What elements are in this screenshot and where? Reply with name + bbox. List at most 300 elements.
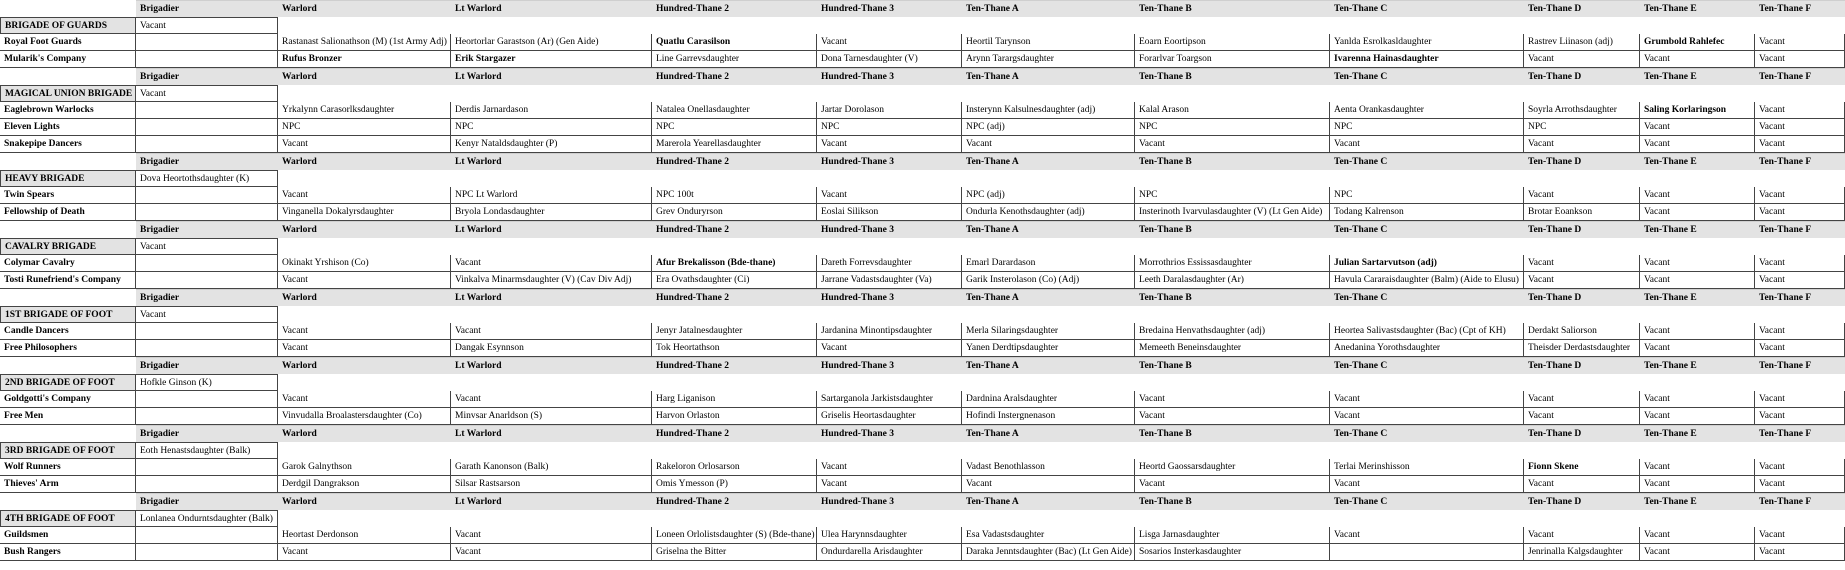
roster-cell[interactable]: Insterinoth Ivarvulasdaughter (V) (Lt Gen Aide)	[1135, 204, 1330, 221]
column-header-cell[interactable]: Ten-Thane A	[962, 68, 1135, 85]
roster-cell[interactable]: Vacant	[1640, 187, 1755, 204]
roster-cell[interactable]: Leeth Daralasdaughter (Ar)	[1135, 272, 1330, 289]
roster-cell[interactable]: Vacant	[1755, 476, 1845, 493]
column-header-cell[interactable]: Ten-Thane A	[962, 425, 1135, 442]
column-header-cell[interactable]: Warlord	[278, 357, 451, 374]
roster-cell[interactable]: Kenyr Nataldsdaughter (P)	[451, 136, 652, 153]
roster-cell[interactable]: Vacant	[1524, 391, 1640, 408]
brigadier-cell[interactable]: Vacant	[136, 85, 278, 102]
column-header-cell[interactable]: Warlord	[278, 289, 451, 306]
roster-cell[interactable]: Vacant	[1524, 527, 1640, 544]
roster-cell[interactable]: Vacant	[278, 340, 451, 357]
roster-cell[interactable]	[136, 323, 278, 340]
roster-cell[interactable]: Rufus Bronzer	[278, 51, 451, 68]
roster-cell[interactable]: Vacant	[1135, 136, 1330, 153]
roster-cell[interactable]: Soyrla Arrothsdaughter	[1524, 102, 1640, 119]
roster-cell[interactable]: Vacant	[278, 391, 451, 408]
brigade-name-cell[interactable]: MAGICAL UNION BRIGADE	[0, 85, 136, 102]
column-header-cell[interactable]: Ten-Thane E	[1640, 289, 1755, 306]
roster-cell[interactable]: NPC	[817, 119, 962, 136]
roster-cell[interactable]: NPC (adj)	[962, 187, 1135, 204]
roster-cell[interactable]: NPC Lt Warlord	[451, 187, 652, 204]
roster-cell[interactable]: Lisga Jarnasdaughter	[1135, 527, 1330, 544]
roster-cell[interactable]: Eoarn Eoortipson	[1135, 34, 1330, 51]
roster-cell[interactable]: Vacant	[1524, 408, 1640, 425]
roster-cell[interactable]	[136, 187, 278, 204]
column-header-cell[interactable]: Ten-Thane C	[1330, 221, 1524, 238]
column-header-cell[interactable]: Ten-Thane B	[1135, 357, 1330, 374]
roster-cell[interactable]: Vacant	[817, 476, 962, 493]
brigade-name-cell[interactable]: 4TH BRIGADE OF FOOT	[0, 510, 136, 527]
column-header-cell[interactable]: Ten-Thane D	[1524, 68, 1640, 85]
column-header-cell[interactable]: Ten-Thane E	[1640, 153, 1755, 170]
column-header-cell[interactable]: Brigadier	[136, 357, 278, 374]
roster-cell[interactable]: Vacant	[962, 136, 1135, 153]
roster-cell[interactable]: Jenrinalla Kalgsdaughter	[1524, 544, 1640, 561]
brigade-name-cell[interactable]: BRIGADE OF GUARDS	[0, 17, 136, 34]
roster-cell[interactable]: Heortd Gaossarsdaughter	[1135, 459, 1330, 476]
roster-cell[interactable]: Harvon Orlaston	[652, 408, 817, 425]
column-header-cell[interactable]: Ten-Thane B	[1135, 0, 1330, 17]
roster-cell[interactable]	[136, 34, 278, 51]
roster-cell[interactable]: Vacant	[1640, 119, 1755, 136]
column-header-cell[interactable]: Hundred-Thane 3	[817, 289, 962, 306]
roster-cell[interactable]: Heortorlar Garastson (Ar) (Gen Aide)	[451, 34, 652, 51]
roster-cell[interactable]: NPC	[652, 119, 817, 136]
column-header-cell[interactable]: Ten-Thane F	[1755, 0, 1845, 17]
roster-cell[interactable]: Tok Heortathson	[652, 340, 817, 357]
roster-cell[interactable]	[136, 136, 278, 153]
roster-cell[interactable]: Vacant	[1135, 476, 1330, 493]
roster-cell[interactable]: Heortast Derdonson	[278, 527, 451, 544]
roster-cell[interactable]: Brotar Eoankson	[1524, 204, 1640, 221]
column-header-cell[interactable]: Lt Warlord	[451, 0, 652, 17]
roster-cell[interactable]: Sosarios Insterkasdaughter	[1135, 544, 1330, 561]
roster-cell[interactable]: Dona Tarnesdaughter (V)	[817, 51, 962, 68]
column-header-cell[interactable]: Ten-Thane D	[1524, 289, 1640, 306]
roster-cell[interactable]: Vacant	[1640, 391, 1755, 408]
roster-cell[interactable]: Vacant	[1640, 476, 1755, 493]
roster-cell[interactable]: Vacant	[278, 544, 451, 561]
roster-cell[interactable]: Grev Onduryrson	[652, 204, 817, 221]
roster-cell[interactable]: Vacant	[1755, 119, 1845, 136]
roster-cell[interactable]: Terlai Merinshisson	[1330, 459, 1524, 476]
roster-cell[interactable]: Morrothrios Essissasdaughter	[1135, 255, 1330, 272]
roster-cell[interactable]: Vacant	[451, 323, 652, 340]
company-name-cell[interactable]: Candle Dancers	[0, 323, 136, 340]
roster-cell[interactable]	[136, 102, 278, 119]
brigadier-cell[interactable]: Eoth Henastsdaughter (Balk)	[136, 442, 278, 459]
roster-cell[interactable]: Vacant	[1755, 34, 1845, 51]
roster-cell[interactable]: Vacant	[1640, 204, 1755, 221]
column-header-cell[interactable]: Hundred-Thane 3	[817, 357, 962, 374]
roster-cell[interactable]: NPC	[278, 119, 451, 136]
roster-cell[interactable]: Forarlvar Toargson	[1135, 51, 1330, 68]
column-header-cell[interactable]: Hundred-Thane 2	[652, 493, 817, 510]
roster-cell[interactable]: Fionn Skene	[1524, 459, 1640, 476]
column-header-cell[interactable]: Ten-Thane D	[1524, 221, 1640, 238]
column-header-cell[interactable]: Brigadier	[136, 221, 278, 238]
roster-cell[interactable]: Vacant	[1524, 136, 1640, 153]
column-header-cell[interactable]: Ten-Thane F	[1755, 289, 1845, 306]
roster-cell[interactable]: Natalea Onellasdaughter	[652, 102, 817, 119]
roster-cell[interactable]: Vinganella Dokalyrsdaughter	[278, 204, 451, 221]
brigade-name-cell[interactable]: HEAVY BRIGADE	[0, 170, 136, 187]
roster-cell[interactable]: Vacant	[1755, 51, 1845, 68]
roster-cell[interactable]: Vacant	[1755, 391, 1845, 408]
column-header-cell[interactable]: Hundred-Thane 2	[652, 289, 817, 306]
roster-cell[interactable]: Vacant	[451, 255, 652, 272]
column-header-cell[interactable]: Ten-Thane C	[1330, 153, 1524, 170]
column-header-cell[interactable]: Lt Warlord	[451, 68, 652, 85]
company-name-cell[interactable]: Bush Rangers	[0, 544, 136, 561]
company-name-cell[interactable]: Thieves' Arm	[0, 476, 136, 493]
roster-cell[interactable]	[136, 119, 278, 136]
roster-cell[interactable]: Vacant	[1330, 527, 1524, 544]
roster-cell[interactable]: Emarl Darardason	[962, 255, 1135, 272]
roster-cell[interactable]	[136, 272, 278, 289]
brigadier-cell[interactable]: Lonlanea Ondurntsdaughter (Balk)	[136, 510, 278, 527]
roster-cell[interactable]: Eoslai Silikson	[817, 204, 962, 221]
header-corner-cell[interactable]	[0, 289, 136, 306]
column-header-cell[interactable]: Ten-Thane A	[962, 153, 1135, 170]
roster-cell[interactable]: NPC (adj)	[962, 119, 1135, 136]
roster-cell[interactable]: Vacant	[1524, 187, 1640, 204]
column-header-cell[interactable]: Ten-Thane C	[1330, 425, 1524, 442]
company-name-cell[interactable]: Snakepipe Dancers	[0, 136, 136, 153]
roster-cell[interactable]: Heortil Tarynson	[962, 34, 1135, 51]
column-header-cell[interactable]: Ten-Thane E	[1640, 0, 1755, 17]
column-header-cell[interactable]: Ten-Thane E	[1640, 493, 1755, 510]
roster-cell[interactable]: Aenta Orankasdaughter	[1330, 102, 1524, 119]
column-header-cell[interactable]: Ten-Thane F	[1755, 357, 1845, 374]
column-header-cell[interactable]: Ten-Thane D	[1524, 153, 1640, 170]
column-header-cell[interactable]: Ten-Thane E	[1640, 357, 1755, 374]
roster-cell[interactable]: NPC	[1524, 119, 1640, 136]
roster-cell[interactable]: Vacant	[1755, 255, 1845, 272]
roster-cell[interactable]: Garik Insterolason (Co) (Adj)	[962, 272, 1135, 289]
roster-cell[interactable]: Vacant	[1755, 102, 1845, 119]
column-header-cell[interactable]: Lt Warlord	[451, 153, 652, 170]
column-header-cell[interactable]: Warlord	[278, 68, 451, 85]
column-header-cell[interactable]: Hundred-Thane 3	[817, 221, 962, 238]
roster-cell[interactable]: Vacant	[1755, 136, 1845, 153]
column-header-cell[interactable]: Hundred-Thane 2	[652, 221, 817, 238]
roster-cell[interactable]: Daraka Jenntsdaughter (Bac) (Lt Gen Aide)	[962, 544, 1135, 561]
roster-cell[interactable]: Derdakt Saliorson	[1524, 323, 1640, 340]
column-header-cell[interactable]: Warlord	[278, 493, 451, 510]
column-header-cell[interactable]: Ten-Thane F	[1755, 425, 1845, 442]
column-header-cell[interactable]: Ten-Thane E	[1640, 221, 1755, 238]
roster-cell[interactable]: Vacant	[1640, 459, 1755, 476]
column-header-cell[interactable]: Brigadier	[136, 68, 278, 85]
column-header-cell[interactable]: Lt Warlord	[451, 221, 652, 238]
header-corner-cell[interactable]	[0, 425, 136, 442]
roster-cell[interactable]: Havula Cararaisdaughter (Balm) (Aide to Elusu)	[1330, 272, 1524, 289]
roster-cell[interactable]	[136, 340, 278, 357]
roster-cell[interactable]: Derdis Jarnardason	[451, 102, 652, 119]
roster-cell[interactable]: Vacant	[1755, 459, 1845, 476]
roster-cell[interactable]: NPC	[1330, 119, 1524, 136]
roster-cell[interactable]: Vacant	[451, 544, 652, 561]
brigadier-cell[interactable]: Vacant	[136, 238, 278, 255]
column-header-cell[interactable]: Hundred-Thane 2	[652, 425, 817, 442]
brigade-name-cell[interactable]: CAVALRY BRIGADE	[0, 238, 136, 255]
roster-cell[interactable]: Vacant	[451, 391, 652, 408]
roster-cell[interactable]: Vacant	[1330, 136, 1524, 153]
column-header-cell[interactable]: Ten-Thane D	[1524, 493, 1640, 510]
column-header-cell[interactable]: Lt Warlord	[451, 289, 652, 306]
roster-cell[interactable]: Quatlu Carasilson	[652, 34, 817, 51]
roster-cell[interactable]: Dangak Esynnson	[451, 340, 652, 357]
roster-cell[interactable]: Vacant	[817, 459, 962, 476]
column-header-cell[interactable]: Brigadier	[136, 0, 278, 17]
column-header-cell[interactable]: Ten-Thane B	[1135, 221, 1330, 238]
brigadier-cell[interactable]: Hofkle Ginson (K)	[136, 374, 278, 391]
roster-cell[interactable]: Dareth Forrevsdaughter	[817, 255, 962, 272]
company-name-cell[interactable]: Wolf Runners	[0, 459, 136, 476]
column-header-cell[interactable]: Brigadier	[136, 153, 278, 170]
roster-cell[interactable]: Yanlda Esrolkasldaughter	[1330, 34, 1524, 51]
roster-cell[interactable]: Garath Kanonson (Balk)	[451, 459, 652, 476]
roster-cell[interactable]	[136, 459, 278, 476]
roster-cell[interactable]: Vacant	[1524, 255, 1640, 272]
roster-cell[interactable]: Sartarganola Jarkistsdaughter	[817, 391, 962, 408]
brigadier-cell[interactable]: Vacant	[136, 17, 278, 34]
company-name-cell[interactable]: Eaglebrown Warlocks	[0, 102, 136, 119]
roster-cell[interactable]: Minvsar Anarldson (S)	[451, 408, 652, 425]
column-header-cell[interactable]: Hundred-Thane 3	[817, 493, 962, 510]
roster-cell[interactable]: Saling Korlaringson	[1640, 102, 1755, 119]
roster-cell[interactable]: Vacant	[1524, 476, 1640, 493]
column-header-cell[interactable]: Hundred-Thane 2	[652, 153, 817, 170]
column-header-cell[interactable]: Ten-Thane B	[1135, 425, 1330, 442]
roster-cell[interactable]: Vacant	[1330, 476, 1524, 493]
roster-cell[interactable]: Erik Stargazer	[451, 51, 652, 68]
roster-cell[interactable]: Vacant	[451, 527, 652, 544]
roster-cell[interactable]: Ivarenna Hainasdaughter	[1330, 51, 1524, 68]
column-header-cell[interactable]: Warlord	[278, 153, 451, 170]
column-header-cell[interactable]: Lt Warlord	[451, 493, 652, 510]
column-header-cell[interactable]: Ten-Thane B	[1135, 68, 1330, 85]
roster-cell[interactable]	[136, 476, 278, 493]
header-corner-cell[interactable]	[0, 153, 136, 170]
roster-cell[interactable]: Vacant	[962, 476, 1135, 493]
roster-cell[interactable]: Vacant	[1524, 272, 1640, 289]
roster-cell[interactable]: Vinkalva Minarmsdaughter (V) (Cav Div Adj)	[451, 272, 652, 289]
roster-cell[interactable]: Yanen Derdtipsdaughter	[962, 340, 1135, 357]
roster-cell[interactable]: Julian Sartarvutson (adj)	[1330, 255, 1524, 272]
company-name-cell[interactable]: Royal Foot Guards	[0, 34, 136, 51]
roster-cell[interactable]: Griselis Heortasdaughter	[817, 408, 962, 425]
roster-cell[interactable]: Vacant	[1640, 340, 1755, 357]
column-header-cell[interactable]: Ten-Thane F	[1755, 221, 1845, 238]
roster-cell[interactable]: Vacant	[278, 323, 451, 340]
brigade-name-cell[interactable]: 1ST BRIGADE OF FOOT	[0, 306, 136, 323]
column-header-cell[interactable]: Ten-Thane F	[1755, 153, 1845, 170]
roster-cell[interactable]: Rastrev Liinason (adj)	[1524, 34, 1640, 51]
roster-cell[interactable]: Vacant	[1524, 51, 1640, 68]
roster-cell[interactable]: Omis Ymesson (P)	[652, 476, 817, 493]
roster-cell[interactable]: Theisder Derdastsdaughter	[1524, 340, 1640, 357]
roster-cell[interactable]: Vacant	[817, 187, 962, 204]
roster-cell[interactable]: Vacant	[278, 136, 451, 153]
roster-cell[interactable]: Era Ovathsdaughter (Ci)	[652, 272, 817, 289]
company-name-cell[interactable]: Mularik's Company	[0, 51, 136, 68]
column-header-cell[interactable]: Ten-Thane D	[1524, 0, 1640, 17]
column-header-cell[interactable]: Ten-Thane F	[1755, 493, 1845, 510]
roster-cell[interactable]: Okinakt Yrshison (Co)	[278, 255, 451, 272]
roster-cell[interactable]: Vacant	[1330, 408, 1524, 425]
roster-cell[interactable]: Heortea Salivastsdaughter (Bac) (Cpt of KH)	[1330, 323, 1524, 340]
column-header-cell[interactable]: Hundred-Thane 3	[817, 153, 962, 170]
roster-cell[interactable]: Loneen Orlolistsdaughter (S) (Bde-thane)	[652, 527, 817, 544]
roster-cell[interactable]: Rastanast Salionathson (M) (1st Army Adj)	[278, 34, 451, 51]
column-header-cell[interactable]: Ten-Thane C	[1330, 0, 1524, 17]
roster-cell[interactable]: Vacant	[1640, 527, 1755, 544]
roster-cell[interactable]: Vacant	[1640, 272, 1755, 289]
brigadier-cell[interactable]: Dova Heortothsdaughter (K)	[136, 170, 278, 187]
roster-cell[interactable]: Derdgil Dangrakson	[278, 476, 451, 493]
roster-cell[interactable]: Vacant	[1755, 187, 1845, 204]
column-header-cell[interactable]: Warlord	[278, 425, 451, 442]
column-header-cell[interactable]: Hundred-Thane 3	[817, 425, 962, 442]
header-corner-cell[interactable]	[0, 221, 136, 238]
roster-cell[interactable]: Bryola Londasdaughter	[451, 204, 652, 221]
roster-cell[interactable]: Dardnina Aralsdaughter	[962, 391, 1135, 408]
roster-cell[interactable]: Vacant	[1640, 544, 1755, 561]
roster-cell[interactable]: Ondurdarella Arisdaughter	[817, 544, 962, 561]
roster-cell[interactable]: Afur Brekalisson (Bde-thane)	[652, 255, 817, 272]
company-name-cell[interactable]: Goldgotti's Company	[0, 391, 136, 408]
brigadier-cell[interactable]: Vacant	[136, 306, 278, 323]
column-header-cell[interactable]: Brigadier	[136, 425, 278, 442]
column-header-cell[interactable]: Brigadier	[136, 493, 278, 510]
company-name-cell[interactable]: Colymar Cavalry	[0, 255, 136, 272]
roster-cell[interactable]: NPC	[451, 119, 652, 136]
column-header-cell[interactable]: Warlord	[278, 221, 451, 238]
column-header-cell[interactable]: Ten-Thane A	[962, 221, 1135, 238]
brigade-name-cell[interactable]: 3RD BRIGADE OF FOOT	[0, 442, 136, 459]
column-header-cell[interactable]: Ten-Thane B	[1135, 153, 1330, 170]
roster-cell[interactable]	[136, 408, 278, 425]
roster-cell[interactable]: Vacant	[1640, 51, 1755, 68]
roster-cell[interactable]: Yrkalynn Carasorlksdaughter	[278, 102, 451, 119]
column-header-cell[interactable]: Brigadier	[136, 289, 278, 306]
roster-cell[interactable]: Vacant	[1640, 255, 1755, 272]
column-header-cell[interactable]: Ten-Thane C	[1330, 289, 1524, 306]
roster-cell[interactable]: Ondurla Kenothsdaughter (adj)	[962, 204, 1135, 221]
column-header-cell[interactable]: Ten-Thane A	[962, 357, 1135, 374]
roster-cell[interactable]: Marerola Yearellasdaughter	[652, 136, 817, 153]
column-header-cell[interactable]: Ten-Thane B	[1135, 289, 1330, 306]
column-header-cell[interactable]: Hundred-Thane 2	[652, 68, 817, 85]
roster-cell[interactable]: Harg Liganison	[652, 391, 817, 408]
roster-cell[interactable]: NPC	[1330, 187, 1524, 204]
company-name-cell[interactable]: Twin Spears	[0, 187, 136, 204]
roster-cell[interactable]: Vacant	[1135, 391, 1330, 408]
header-corner-cell[interactable]	[0, 68, 136, 85]
roster-cell[interactable]: Vacant	[1135, 408, 1330, 425]
roster-cell[interactable]	[136, 51, 278, 68]
roster-cell[interactable]: Memeeth Beneinsdaughter	[1135, 340, 1330, 357]
roster-cell[interactable]: Insterynn Kalsulnesdaughter (adj)	[962, 102, 1135, 119]
roster-cell[interactable]: Ulea Harynnsdaughter	[817, 527, 962, 544]
column-header-cell[interactable]: Hundred-Thane 2	[652, 0, 817, 17]
roster-cell[interactable]: Vacant	[1640, 408, 1755, 425]
roster-cell[interactable]: Vacant	[1640, 136, 1755, 153]
column-header-cell[interactable]: Ten-Thane E	[1640, 425, 1755, 442]
roster-cell[interactable]: Vacant	[817, 136, 962, 153]
roster-cell[interactable]: Vacant	[817, 34, 962, 51]
roster-cell[interactable]: Kalal Arason	[1135, 102, 1330, 119]
column-header-cell[interactable]: Ten-Thane A	[962, 493, 1135, 510]
roster-cell[interactable]	[1330, 544, 1524, 561]
roster-cell[interactable]: Jartar Dorolason	[817, 102, 962, 119]
roster-cell[interactable]: Vacant	[278, 187, 451, 204]
roster-cell[interactable]	[136, 527, 278, 544]
roster-cell[interactable]	[136, 204, 278, 221]
column-header-cell[interactable]: Hundred-Thane 3	[817, 0, 962, 17]
header-corner-cell[interactable]	[0, 493, 136, 510]
roster-cell[interactable]: Jardanina Minontipsdaughter	[817, 323, 962, 340]
company-name-cell[interactable]: Eleven Lights	[0, 119, 136, 136]
roster-cell[interactable]: Vacant	[1755, 408, 1845, 425]
roster-cell[interactable]: Rakeloron Orlosarson	[652, 459, 817, 476]
roster-cell[interactable]	[136, 391, 278, 408]
roster-cell[interactable]: Esa Vadastsdaughter	[962, 527, 1135, 544]
roster-cell[interactable]: Jenyr Jatalnesdaughter	[652, 323, 817, 340]
roster-cell[interactable]: Todang Kalrenson	[1330, 204, 1524, 221]
roster-cell[interactable]: Anedanina Yorothsdaughter	[1330, 340, 1524, 357]
roster-cell[interactable]: Vacant	[1755, 340, 1845, 357]
company-name-cell[interactable]: Tosti Runefriend's Company	[0, 272, 136, 289]
column-header-cell[interactable]: Warlord	[278, 0, 451, 17]
roster-cell[interactable]: Merla Silaringsdaughter	[962, 323, 1135, 340]
column-header-cell[interactable]: Hundred-Thane 2	[652, 357, 817, 374]
roster-cell[interactable]: Silsar Rastsarson	[451, 476, 652, 493]
brigade-name-cell[interactable]: 2ND BRIGADE OF FOOT	[0, 374, 136, 391]
roster-cell[interactable]: NPC	[1135, 119, 1330, 136]
roster-cell[interactable]: Vacant	[278, 272, 451, 289]
column-header-cell[interactable]: Lt Warlord	[451, 357, 652, 374]
roster-cell[interactable]: NPC 100t	[652, 187, 817, 204]
roster-cell[interactable]: NPC	[1135, 187, 1330, 204]
column-header-cell[interactable]: Ten-Thane C	[1330, 68, 1524, 85]
roster-cell[interactable]: Vadast Benothlasson	[962, 459, 1135, 476]
roster-cell[interactable]: Griselna the Bitter	[652, 544, 817, 561]
roster-cell[interactable]: Vacant	[817, 340, 962, 357]
column-header-cell[interactable]: Lt Warlord	[451, 425, 652, 442]
column-header-cell[interactable]: Ten-Thane E	[1640, 68, 1755, 85]
roster-cell[interactable]: Garok Galnythson	[278, 459, 451, 476]
header-corner-cell[interactable]	[0, 357, 136, 374]
company-name-cell[interactable]: Free Men	[0, 408, 136, 425]
roster-cell[interactable]: Vacant	[1755, 323, 1845, 340]
company-name-cell[interactable]: Fellowship of Death	[0, 204, 136, 221]
column-header-cell[interactable]: Hundred-Thane 3	[817, 68, 962, 85]
roster-cell[interactable]: Vacant	[1755, 527, 1845, 544]
roster-cell[interactable]: Arynn Tarargsdaughter	[962, 51, 1135, 68]
column-header-cell[interactable]: Ten-Thane F	[1755, 68, 1845, 85]
roster-cell[interactable]: Vacant	[1640, 323, 1755, 340]
column-header-cell[interactable]: Ten-Thane D	[1524, 357, 1640, 374]
roster-cell[interactable]: Hofindi Instergnenason	[962, 408, 1135, 425]
roster-cell[interactable]: Vacant	[1755, 544, 1845, 561]
roster-cell[interactable]: Grumbold Rahlefec	[1640, 34, 1755, 51]
header-corner-cell[interactable]	[0, 0, 136, 17]
roster-cell[interactable]: Bredaina Henvathsdaughter (adj)	[1135, 323, 1330, 340]
